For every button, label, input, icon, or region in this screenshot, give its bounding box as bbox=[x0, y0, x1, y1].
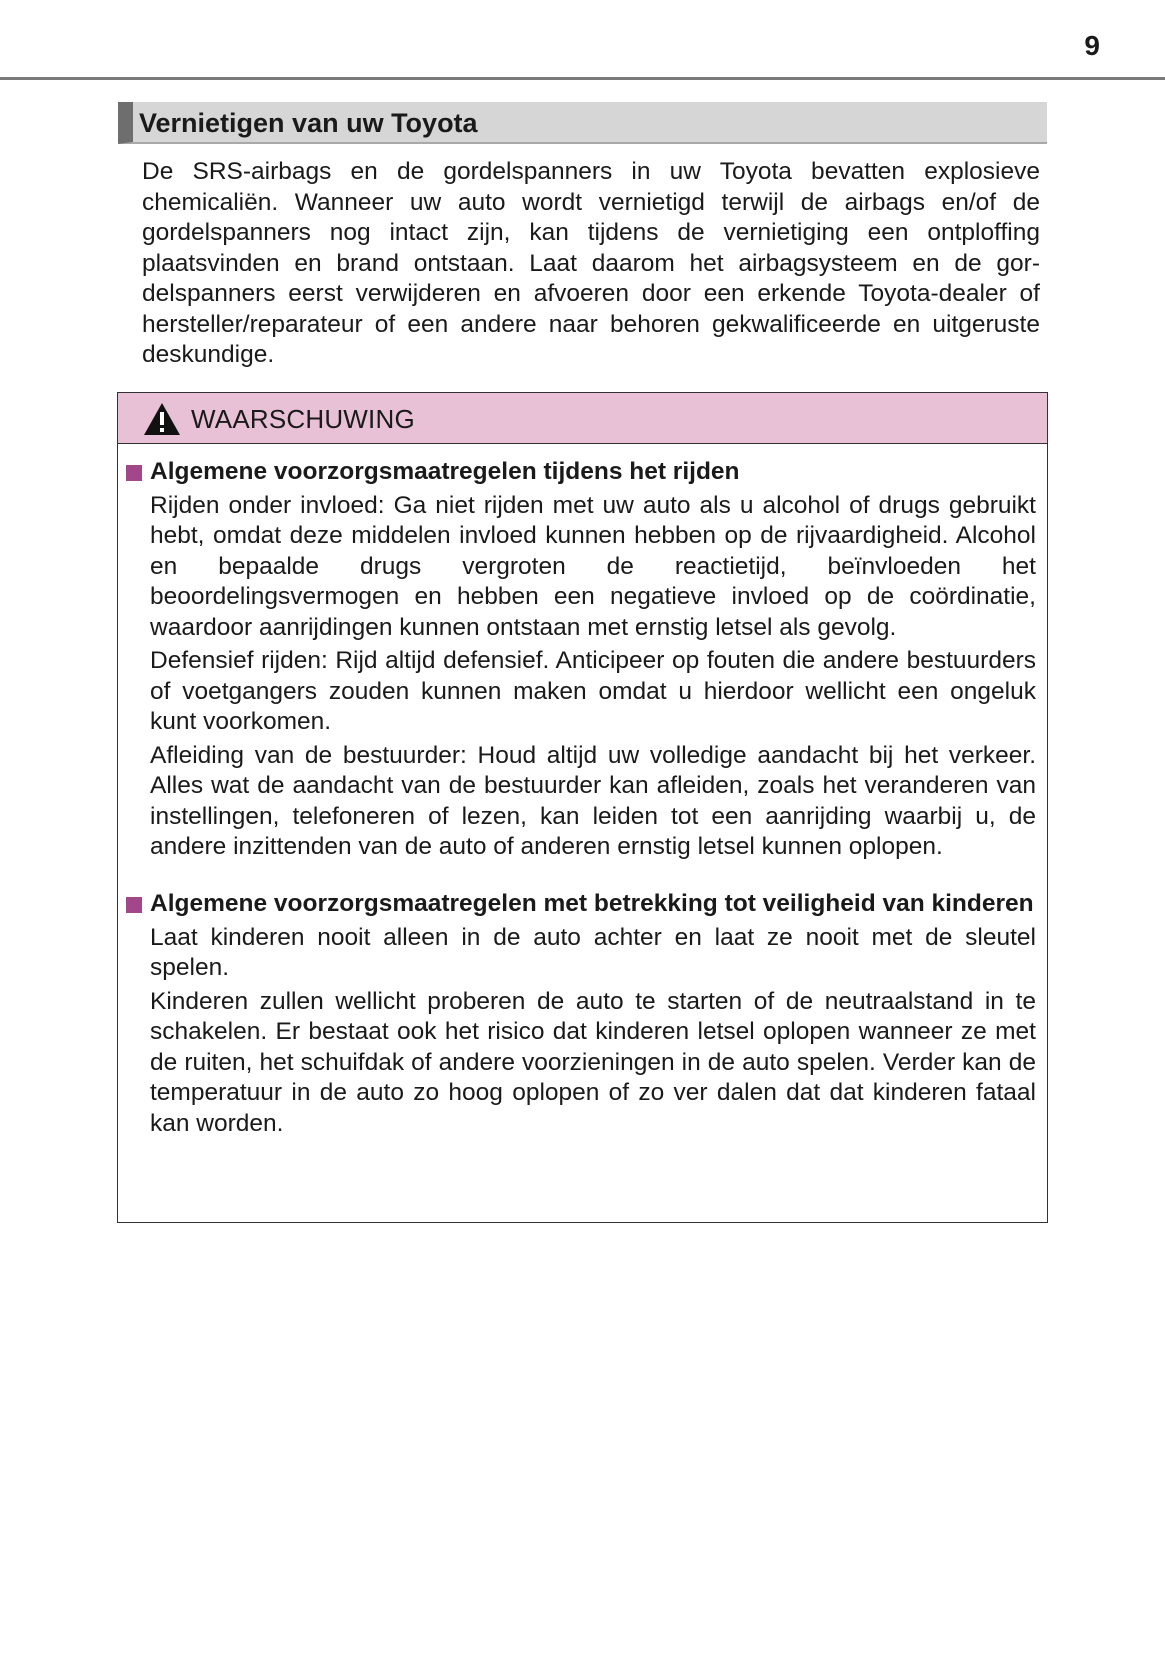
warning-section-heading bbox=[126, 889, 1036, 920]
warning-paragraph: Defensief rijden: Rijd altijd defensief. Anticipeer op fouten die andere bestuurders of voetgangers zouden kunnen maken omdat u hierdoor wellicht een ongeluk kunt voorkomen. bbox=[150, 647, 1036, 735]
page-number: 9 bbox=[1084, 30, 1100, 61]
section-heading bbox=[118, 102, 1047, 144]
warning-paragraph: Rijden onder invloed: Ga niet rijden met uw auto als u alcohol of drugs gebruikt hebt, omdat deze middelen invloed kunnen hebben op de rijvaardigheid. Alcohol en bepaalde drugs vergroten de reactietijd, beïnvloeden het beoordelingsvermogen en hebben een negatieve invloed op de coördinatie, waardoor aanrijdingen kunnen ontstaan met ernstig letsel als gevolg. bbox=[150, 491, 1036, 641]
warning-section-heading-text: Algemene voorzorgsmaatregelen met betrekking tot veiligheid van kinderen bbox=[150, 890, 1034, 917]
warning-paragraph: Kinderen zullen wellicht proberen de auto te starten of de neutraalstand in te schakelen. Er bestaat ook het risico dat kinderen letsel oplopen wanneer ze met de ruiten, het schuifdak of andere voorzieningen in de auto spelen. Verder kan de temperatuur in de auto zo hoog oplopen of zo ver dalen dat dat kinderen fataal kan worden. bbox=[150, 987, 1036, 1137]
warning-box bbox=[117, 392, 1048, 1223]
square-bullet-icon bbox=[126, 897, 142, 913]
warning-section-heading-text: Algemene voorzorgsmaatregelen tijdens het rijden bbox=[150, 458, 740, 485]
warning-section-heading bbox=[126, 457, 1036, 488]
warning-paragraph: Laat kinderen nooit alleen in de auto achter en laat ze nooit met de sleutel spelen. bbox=[150, 923, 1036, 981]
intro-paragraph: De SRS-airbags en de gordelspanners in uw Toyota bevatten explosieve chemicaliën. Wanneer uw auto wordt vernietigd terwijl de airbags en/of de gordelspanners nog intact zijn, kan tijdens de vernietiging een ontploffing plaatsvinden en brand ontstaan. Laat daarom het airbagsysteem en de gordelspanners eerst verwijderen en afvoeren door een erkende Toyota-dealer of hersteller/reparateur of een andere naar behoren gekwalificeerde en uitgeruste deskundige. bbox=[142, 158, 1040, 368]
warning-section-children bbox=[126, 889, 1036, 1139]
square-bullet-icon bbox=[126, 465, 142, 481]
header-divider bbox=[0, 77, 1165, 80]
warning-section-driving bbox=[126, 457, 1036, 863]
warning-header bbox=[118, 393, 1047, 444]
warning-title: WAARSCHUWING bbox=[191, 404, 415, 434]
warning-paragraph: Afleiding van de bestuurder: Houd altijd uw volledige aandacht bij het verkeer. Alles wat de aandacht van de bestuurder kan afleiden, zoals het veranderen van instellingen, telefoneren of lezen, kan leiden tot een aanrijding waarbij u, de andere inzittenden van de auto of anderen ernstig letsel kunnen oplopen. bbox=[150, 741, 1036, 860]
warning-triangle-icon bbox=[142, 401, 182, 437]
section-title: Vernietigen van uw Toyota bbox=[139, 108, 478, 138]
